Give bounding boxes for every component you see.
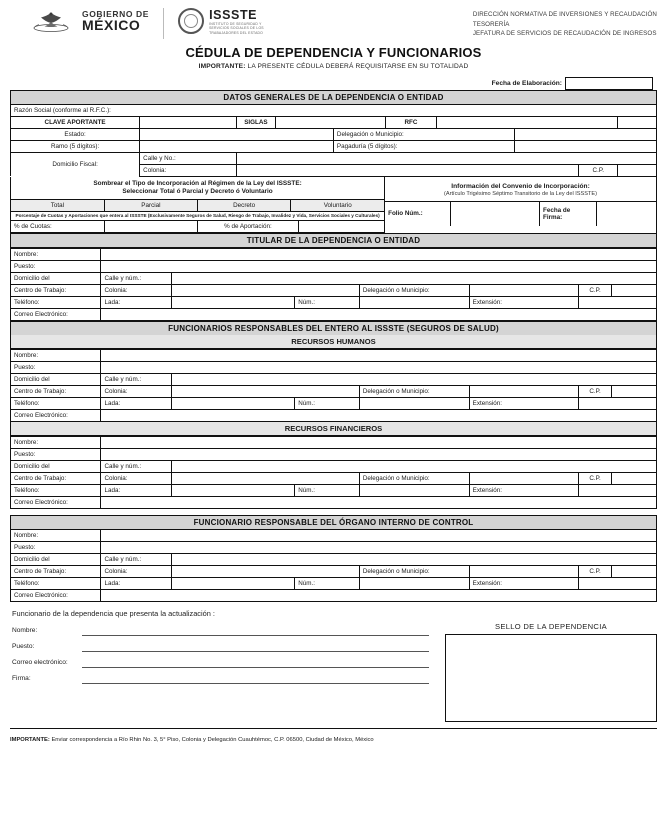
incorporacion-title <box>11 177 384 199</box>
cp-label: C.P. <box>579 164 618 176</box>
colonia-input[interactable] <box>237 164 579 176</box>
rh-nombre-label: Nombre: <box>11 350 101 362</box>
option-parcial[interactable]: Parcial <box>104 200 197 212</box>
pagaduria-label: Pagaduría (5 dígitos): <box>333 140 514 152</box>
rh-correo-label: Correo Electrónico: <box>11 410 101 422</box>
porcentaje-note: Porcentaje de Cuotas y Aportaciones que entera al ISSSTE (Exclusivamente Seguros de Salud, Riesgo de Trabajo, Invalidez y Vida, Servicios Sociales y Culturales) <box>11 212 384 220</box>
titular-cp-label: C.P. <box>579 285 611 297</box>
rf-correo-label: Correo Electrónico: <box>11 497 101 509</box>
rf-colonia-input[interactable] <box>172 473 359 485</box>
titular-extension-input[interactable] <box>579 297 657 309</box>
page-subtitle <box>10 63 657 70</box>
organo-table <box>10 529 657 602</box>
titular-puesto-label: Puesto: <box>11 261 101 273</box>
footer-fields-table <box>10 622 431 686</box>
rh-domicilio-label-1: Domicilio del <box>11 374 101 386</box>
titular-delegacion-input[interactable] <box>469 285 579 297</box>
footer-signature-block <box>10 622 431 686</box>
rh-num-input[interactable] <box>359 398 469 410</box>
titular-nombre-input[interactable] <box>101 249 657 261</box>
funcionarios-band: FUNCIONARIOS RESPONSABLES DEL ENTERO AL ISSSTE (SEGUROS DE SALUD) <box>10 321 657 335</box>
rf-calle-input[interactable] <box>172 461 657 473</box>
recursos-humanos-title: RECURSOS HUMANOS <box>10 335 657 349</box>
rh-num-label: Núm.: <box>295 398 360 410</box>
sello-box[interactable] <box>445 634 657 722</box>
oic-num-label: Núm.: <box>295 578 360 590</box>
fecha-firma-label-line-1: Fecha de <box>542 206 571 214</box>
eagle-emblem-icon <box>28 8 74 34</box>
rf-colonia-label: Colonia: <box>101 473 172 485</box>
rh-extension-input[interactable] <box>579 398 657 410</box>
rf-num-label: Núm.: <box>295 485 360 497</box>
fecha-elaboracion-input[interactable] <box>565 77 653 90</box>
footer-field-row <box>10 670 431 686</box>
header-office-lines <box>473 8 657 39</box>
rh-puesto-label: Puesto: <box>11 362 101 374</box>
subtitle-text: LA PRESENTE CÉDULA DEBERÁ REQUISITARSE EN SU TOTALIDAD <box>245 62 469 70</box>
titular-delegacion-label: Delegación o Municipio: <box>359 285 469 297</box>
recursos-humanos-table <box>10 349 657 422</box>
recursos-financieros-table <box>10 436 657 509</box>
footer-correo-label: Correo electrónico: <box>12 658 68 666</box>
rh-lada-label: Lada: <box>101 398 172 410</box>
footer-nombre-input[interactable] <box>82 625 429 636</box>
oic-colonia-input[interactable] <box>172 566 359 578</box>
rf-puesto-input[interactable] <box>101 449 657 461</box>
clave-aportante-label: CLAVE APORTANTE <box>11 116 140 128</box>
issste-logo <box>178 8 279 35</box>
gobierno-line-1: GOBIERNO DE <box>82 8 150 19</box>
footer-address-text: Enviar correspondencia a Río Rhin No. 3, 5° Piso, Colonia y Delegación Cuauhtémoc, C.P. 06500, Ciudad de México, México <box>49 737 374 744</box>
subtitle-important-label: IMPORTANTE: <box>198 62 246 70</box>
footer-field-row <box>10 622 431 638</box>
titular-correo-label: Correo Electrónico: <box>11 309 101 321</box>
oic-colonia-label: Colonia: <box>101 566 172 578</box>
oic-lada-input[interactable] <box>172 578 295 590</box>
domicilio-fiscal-label: Domicilio Fiscal: <box>11 152 140 176</box>
convenio-title: Información del Convenio de Incorporación: <box>451 182 590 190</box>
titular-num-label: Núm.: <box>295 297 360 309</box>
footer-important-label: IMPORTANTE: <box>10 737 50 744</box>
rh-colonia-input[interactable] <box>172 386 359 398</box>
pct-aportacion-input[interactable] <box>298 221 384 233</box>
issste-subtitle: INSTITUTO DE SEGURIDAD Y SERVICIOS SOCIALES DE LOS TRABAJADORES DEL ESTADO <box>209 22 264 35</box>
calle-no-input[interactable] <box>237 152 657 164</box>
pct-aportacion-label: % de Aportación: <box>198 221 299 233</box>
titular-colonia-label: Colonia: <box>101 285 172 297</box>
rh-calle-input[interactable] <box>172 374 657 386</box>
titular-cp-input[interactable] <box>611 285 656 297</box>
footer-correo-input[interactable] <box>82 657 429 668</box>
oic-cp-label: C.P. <box>579 566 611 578</box>
office-line-3: JEFATURA DE SERVICIOS DE RECAUDACIÓN DE INGRESOS <box>472 30 657 38</box>
spacer-cell-1 <box>618 116 657 128</box>
footer-note: Funcionario de la dependencia que presenta la actualización : <box>12 609 215 619</box>
oic-correo-input[interactable] <box>101 590 657 602</box>
option-total[interactable]: Total <box>11 200 104 212</box>
titular-extension-label: Extensión: <box>469 297 579 309</box>
titular-calle-label: Calle y núm.: <box>101 273 172 285</box>
rf-nombre-label: Nombre: <box>11 437 101 449</box>
rf-telefono-label: Teléfono: <box>11 485 101 497</box>
rf-cp-input[interactable] <box>611 473 656 485</box>
sello-block <box>445 622 657 722</box>
titular-nombre-label: Nombre: <box>11 249 101 261</box>
header-divider <box>163 8 164 39</box>
titular-domicilio-label-1: Domicilio del <box>11 273 101 285</box>
rf-cp-label: C.P. <box>579 473 611 485</box>
titular-telefono-label: Teléfono: <box>11 297 101 309</box>
rh-domicilio-label-2: Centro de Trabajo: <box>11 386 101 398</box>
oic-correo-label: Correo Electrónico: <box>11 590 101 602</box>
oic-cp-input[interactable] <box>611 566 656 578</box>
porcentaje-table <box>11 220 384 233</box>
incorporacion-block <box>10 177 657 234</box>
issste-seal-icon <box>178 8 204 34</box>
fecha-firma-label-line-2: Firma: <box>542 213 563 221</box>
oic-extension-label: Extensión: <box>469 578 579 590</box>
titular-colonia-input[interactable] <box>172 285 359 297</box>
rf-nombre-input[interactable] <box>101 437 657 449</box>
oic-nombre-label: Nombre: <box>11 530 101 542</box>
estado-label: Estado: <box>11 128 140 140</box>
rh-correo-input[interactable] <box>101 410 657 422</box>
oic-delegacion-label: Delegación o Municipio: <box>359 566 469 578</box>
oic-extension-input[interactable] <box>579 578 657 590</box>
titular-table <box>10 248 657 321</box>
incorporacion-title-line-2: Seleccionar Total ó Parcial y Decreto ó Voluntario <box>122 188 273 196</box>
footer-firma-input[interactable] <box>82 673 429 684</box>
footer-bottom-note <box>10 728 657 743</box>
delegacion-label: Delegación o Municipio: <box>333 128 514 140</box>
oic-domicilio-label-2: Centro de Trabajo: <box>11 566 101 578</box>
titular-domicilio-label-2: Centro de Trabajo: <box>11 285 101 297</box>
sello-title: SELLO DE LA DEPENDENCIA <box>495 622 607 632</box>
rh-cp-input[interactable] <box>611 386 656 398</box>
rh-lada-input[interactable] <box>172 398 295 410</box>
footer-puesto-label: Puesto: <box>12 642 35 650</box>
pct-cuotas-input[interactable] <box>104 221 197 233</box>
oic-delegacion-input[interactable] <box>469 566 579 578</box>
gobierno-wordmark <box>82 10 149 33</box>
incorporacion-options-table <box>11 199 384 212</box>
fecha-firma-label <box>539 201 596 226</box>
oic-puesto-input[interactable] <box>101 542 657 554</box>
fecha-elaboracion-row <box>10 77 657 90</box>
titular-lada-input[interactable] <box>172 297 295 309</box>
rf-extension-label: Extensión: <box>469 485 579 497</box>
section-datos-generales-band: DATOS GENERALES DE LA DEPENDENCIA O ENTIDAD <box>10 90 657 104</box>
rf-lada-label: Lada: <box>101 485 172 497</box>
footer-field-row <box>10 638 431 654</box>
rh-delegacion-label: Delegación o Municipio: <box>359 386 469 398</box>
office-line-1: DIRECCIÓN NORMATIVA DE INVERSIONES Y RECAUDACIÓN <box>472 11 657 18</box>
page-title: CÉDULA DE DEPENDENCIA Y FUNCIONARIOS <box>185 44 482 60</box>
rh-telefono-label: Teléfono: <box>11 398 101 410</box>
option-decreto[interactable]: Decreto <box>198 200 291 212</box>
rf-lada-input[interactable] <box>172 485 295 497</box>
oic-calle-label: Calle y núm.: <box>101 554 172 566</box>
rf-puesto-label: Puesto: <box>11 449 101 461</box>
recursos-financieros-title: RECURSOS FINANCIEROS <box>10 422 657 436</box>
folio-input[interactable] <box>450 201 539 226</box>
titular-puesto-input[interactable] <box>101 261 657 273</box>
convenio-table <box>385 201 656 226</box>
oic-calle-input[interactable] <box>172 554 657 566</box>
oic-puesto-label: Puesto: <box>11 542 101 554</box>
incorporacion-left <box>11 177 385 233</box>
rf-extension-input[interactable] <box>579 485 657 497</box>
document-header <box>10 6 657 39</box>
titular-num-input[interactable] <box>359 297 469 309</box>
pct-cuotas-label: % de Cuotas: <box>11 221 104 233</box>
colonia-label: Colonia: <box>140 164 237 176</box>
footer-field-row <box>10 654 431 670</box>
cp-input[interactable] <box>618 164 657 176</box>
rf-num-input[interactable] <box>359 485 469 497</box>
option-voluntario[interactable]: Voluntario <box>291 200 384 212</box>
ramo-input[interactable] <box>140 140 334 152</box>
rh-extension-label: Extensión: <box>469 398 579 410</box>
issste-wordmark: ISSSTE <box>209 8 258 22</box>
incorporacion-right <box>385 177 656 233</box>
rf-delegacion-input[interactable] <box>469 473 579 485</box>
fecha-elaboracion-label: Fecha de Elaboración: <box>491 79 562 87</box>
calle-no-label: Calle y No.: <box>140 152 237 164</box>
gobierno-logo <box>28 8 149 34</box>
footer-row <box>10 622 657 722</box>
titular-calle-input[interactable] <box>172 273 657 285</box>
rf-delegacion-label: Delegación o Municipio: <box>359 473 469 485</box>
titular-lada-label: Lada: <box>101 297 172 309</box>
fecha-firma-input[interactable] <box>596 201 656 226</box>
rf-domicilio-label-2: Centro de Trabajo: <box>11 473 101 485</box>
rf-calle-label: Calle y núm.: <box>101 461 172 473</box>
rfc-label: RFC <box>385 116 437 128</box>
oic-num-input[interactable] <box>359 578 469 590</box>
incorporacion-title-line-1: Sombrear el Tipo de Incorporación al Régimen de la Ley del ISSSTE: <box>93 179 302 187</box>
pagaduria-input[interactable] <box>514 140 656 152</box>
organo-band: FUNCIONARIO RESPONSABLE DEL ÓRGANO INTERNO DE CONTROL <box>10 515 657 529</box>
folio-label: Folio Núm.: <box>385 201 450 226</box>
oic-nombre-input[interactable] <box>101 530 657 542</box>
rf-domicilio-label-1: Domicilio del <box>11 461 101 473</box>
ramo-label: Ramo (5 dígitos): <box>11 140 140 152</box>
rh-calle-label: Calle y núm.: <box>101 374 172 386</box>
titular-band: TITULAR DE LA DEPENDENCIA O ENTIDAD <box>10 234 657 248</box>
gobierno-line-2: MÉXICO <box>82 17 141 34</box>
rh-colonia-label: Colonia: <box>101 386 172 398</box>
siglas-label: SIGLAS <box>237 116 276 128</box>
titular-correo-input[interactable] <box>101 309 657 321</box>
rh-cp-label: C.P. <box>579 386 611 398</box>
rh-puesto-input[interactable] <box>101 362 657 374</box>
footer-firma-label: Firma: <box>12 674 31 682</box>
siglas-input[interactable] <box>275 116 385 128</box>
delegacion-input[interactable] <box>514 128 656 140</box>
rh-nombre-input[interactable] <box>101 350 657 362</box>
datos-generales-table <box>10 104 657 177</box>
convenio-subtitle: (Artículo Trigésimo Séptimo Transitorio de la Ley del ISSSTE) <box>444 190 598 197</box>
estado-input[interactable] <box>140 128 334 140</box>
office-line-2: TESORERÍA <box>472 20 510 28</box>
footer-puesto-input[interactable] <box>82 641 429 652</box>
razon-social-label: Razón Social (conforme al R.F.C.): <box>11 104 657 116</box>
oic-domicilio-label-1: Domicilio del <box>11 554 101 566</box>
oic-telefono-label: Teléfono: <box>11 578 101 590</box>
rh-delegacion-input[interactable] <box>469 386 579 398</box>
footer-nombre-label: Nombre: <box>12 626 38 634</box>
rfc-input[interactable] <box>437 116 618 128</box>
oic-lada-label: Lada: <box>101 578 172 590</box>
rf-correo-input[interactable] <box>101 497 657 509</box>
clave-aportante-input[interactable] <box>140 116 237 128</box>
